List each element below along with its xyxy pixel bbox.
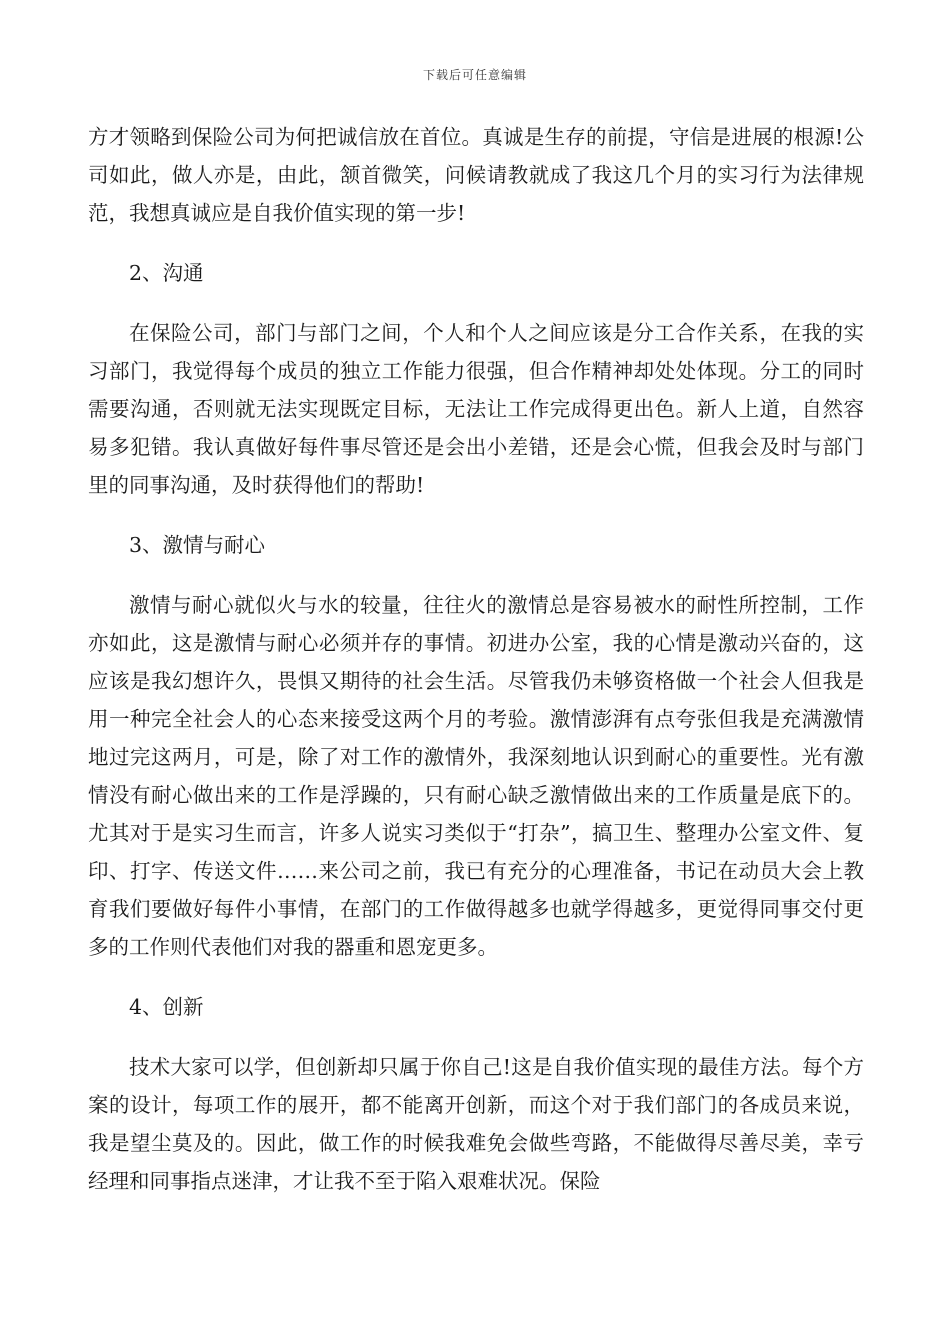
heading-innovation: 4、创新 bbox=[129, 995, 204, 1019]
heading-communication: 2、沟通 bbox=[129, 261, 204, 285]
paragraph-integrity-continued: 方才领略到保险公司为何把诚信放在首位。真诚是生存的前提，守信是进展的根源!公司如此，做人亦是，由此，颔首微笑，问候请教就成了我这几个月的实习行为法律规范，我想真诚应是自我价值实现的第一步! bbox=[88, 125, 864, 225]
spacer bbox=[88, 1026, 864, 1048]
paragraph-passion-patience: 激情与耐心就似火与水的较量，往往火的激情总是容易被水的耐性所控制，工作亦如此，这是激情与耐心必须并存的事情。初进办公室，我的心情是激动兴奋的，这应该是我幻想许久，畏惧又期待的社会生活。尽管我仍未够资格做一个社会人但我是用一种完全社会人的心态来接受这两个月的考验。激情澎湃有点夸张但我是充满激情地过完这两月，可是，除了对工作的激情外，我深刻地认识到耐心的重要性。光有激情没有耐心做出来的工作是浮躁的，只有耐心缺乏激情做出来的工作质量是底下的。尤其对于是实习生而言，许多人说实习类似于“打杂”，搞卫生、整理办公室文件、复印、打字、传送文件……来公司之前，我已有充分的心理准备，书记在动员大会上教育我们要做好每件小事情，在部门的工作做得越多也就学得越多，更觉得同事交付更多的工作则代表他们对我的器重和恩宠更多。 bbox=[88, 593, 864, 959]
spacer bbox=[88, 966, 864, 988]
spacer bbox=[88, 232, 864, 254]
page-header: 下载后可任意编辑 bbox=[422, 68, 527, 82]
spacer bbox=[88, 564, 864, 586]
document-body bbox=[88, 118, 864, 1200]
heading-passion-patience: 3、激情与耐心 bbox=[129, 533, 266, 557]
spacer bbox=[88, 292, 864, 314]
paragraph-innovation: 技术大家可以学，但创新却只属于你自己!这是自我价值实现的最佳方法。每个方案的设计，每项工作的展开，都不能离开创新，而这个对于我们部门的各成员来说，我是望尘莫及的。因此，做工作的时候我难免会做些弯路，不能做得尽善尽美，幸亏经理和同事指点迷津，才让我不至于陷入艰难状况。保险 bbox=[88, 1055, 864, 1193]
spacer bbox=[88, 504, 864, 526]
paragraph-communication: 在保险公司，部门与部门之间，个人和个人之间应该是分工合作关系，在我的实习部门，我觉得每个成员的独立工作能力很强，但合作精神却处处体现。分工的同时需要沟通，否则就无法实现既定目标，无法让工作完成得更出色。新人上道，自然容易多犯错。我认真做好每件事尽管还是会出小差错，还是会心慌，但我会及时与部门里的同事沟通，及时获得他们的帮助! bbox=[88, 321, 864, 497]
